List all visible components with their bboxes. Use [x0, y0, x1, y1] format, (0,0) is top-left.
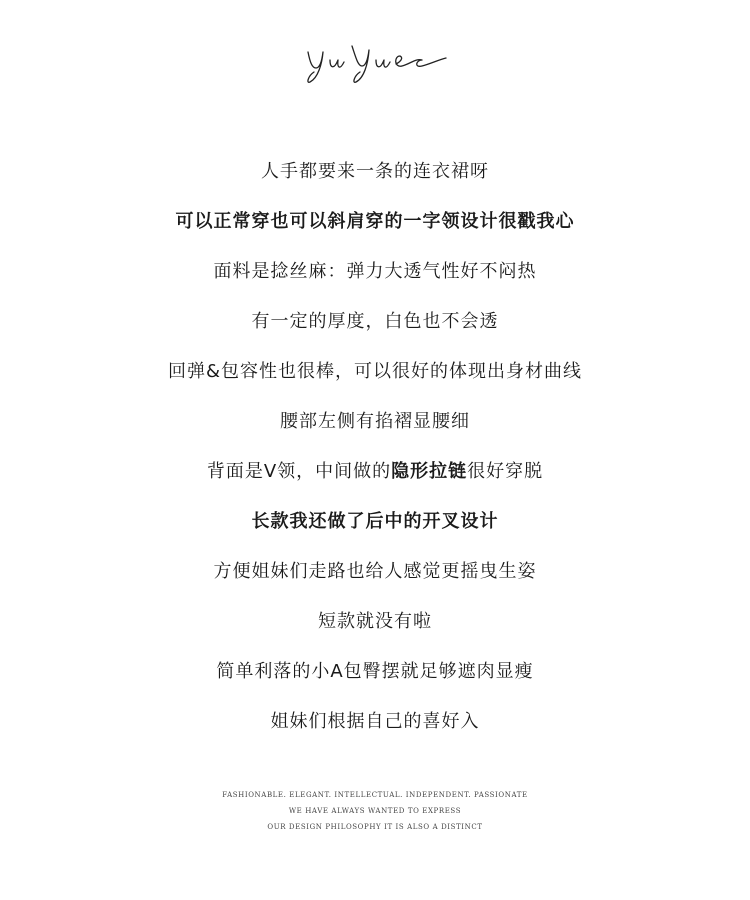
copy-line-2: 可以正常穿也可以斜肩穿的一字领设计很戳我心	[175, 211, 575, 232]
footer-tagline-3: OUR DESIGN PHILOSOPHY IT IS ALSO A DISTINCT	[267, 823, 483, 831]
copy-line-12: 姐妹们根据自己的喜好入	[270, 711, 480, 732]
footer-tagline-2: WE HAVE ALWAYS WANTED TO EXPRESS	[288, 807, 462, 815]
copy-line-1: 人手都要来一条的连衣裙呀	[261, 161, 489, 182]
copy-line-3: 面料是捻丝麻：弹力大透气性好不闷热	[213, 261, 537, 282]
copy-line-7	[0, 460, 750, 484]
copy-line-7-before: 背面是V领，中间做的	[206, 461, 392, 482]
footer-tagline-1: FASHIONABLE. ELEGANT. INTELLECTUAL. INDEPENDENT. PASSIONATE	[222, 791, 528, 799]
copy-line-8: 长款我还做了后中的开叉设计	[251, 511, 499, 532]
copy-line-4: 有一定的厚度，白色也不会透	[251, 311, 499, 332]
copy-line-10: 短款就没有啦	[318, 611, 432, 632]
yuyue-signature-logo	[300, 38, 450, 86]
copy-line-11: 简单利落的小A包臀摆就足够遮肉显瘦	[216, 661, 534, 682]
copy-line-7-after: 很好穿脱	[467, 461, 544, 482]
copy-line-5: 回弹&包容性也很棒，可以很好的体现出身材曲线	[167, 361, 583, 382]
signature-logo-graphic	[300, 38, 450, 86]
copy-line-6: 腰部左侧有掐褶显腰细	[280, 411, 470, 432]
copy-line-9: 方便姐妹们走路也给人感觉更摇曳生姿	[213, 561, 537, 582]
copy-line-7-emphasis: 隐形拉链	[391, 461, 468, 482]
